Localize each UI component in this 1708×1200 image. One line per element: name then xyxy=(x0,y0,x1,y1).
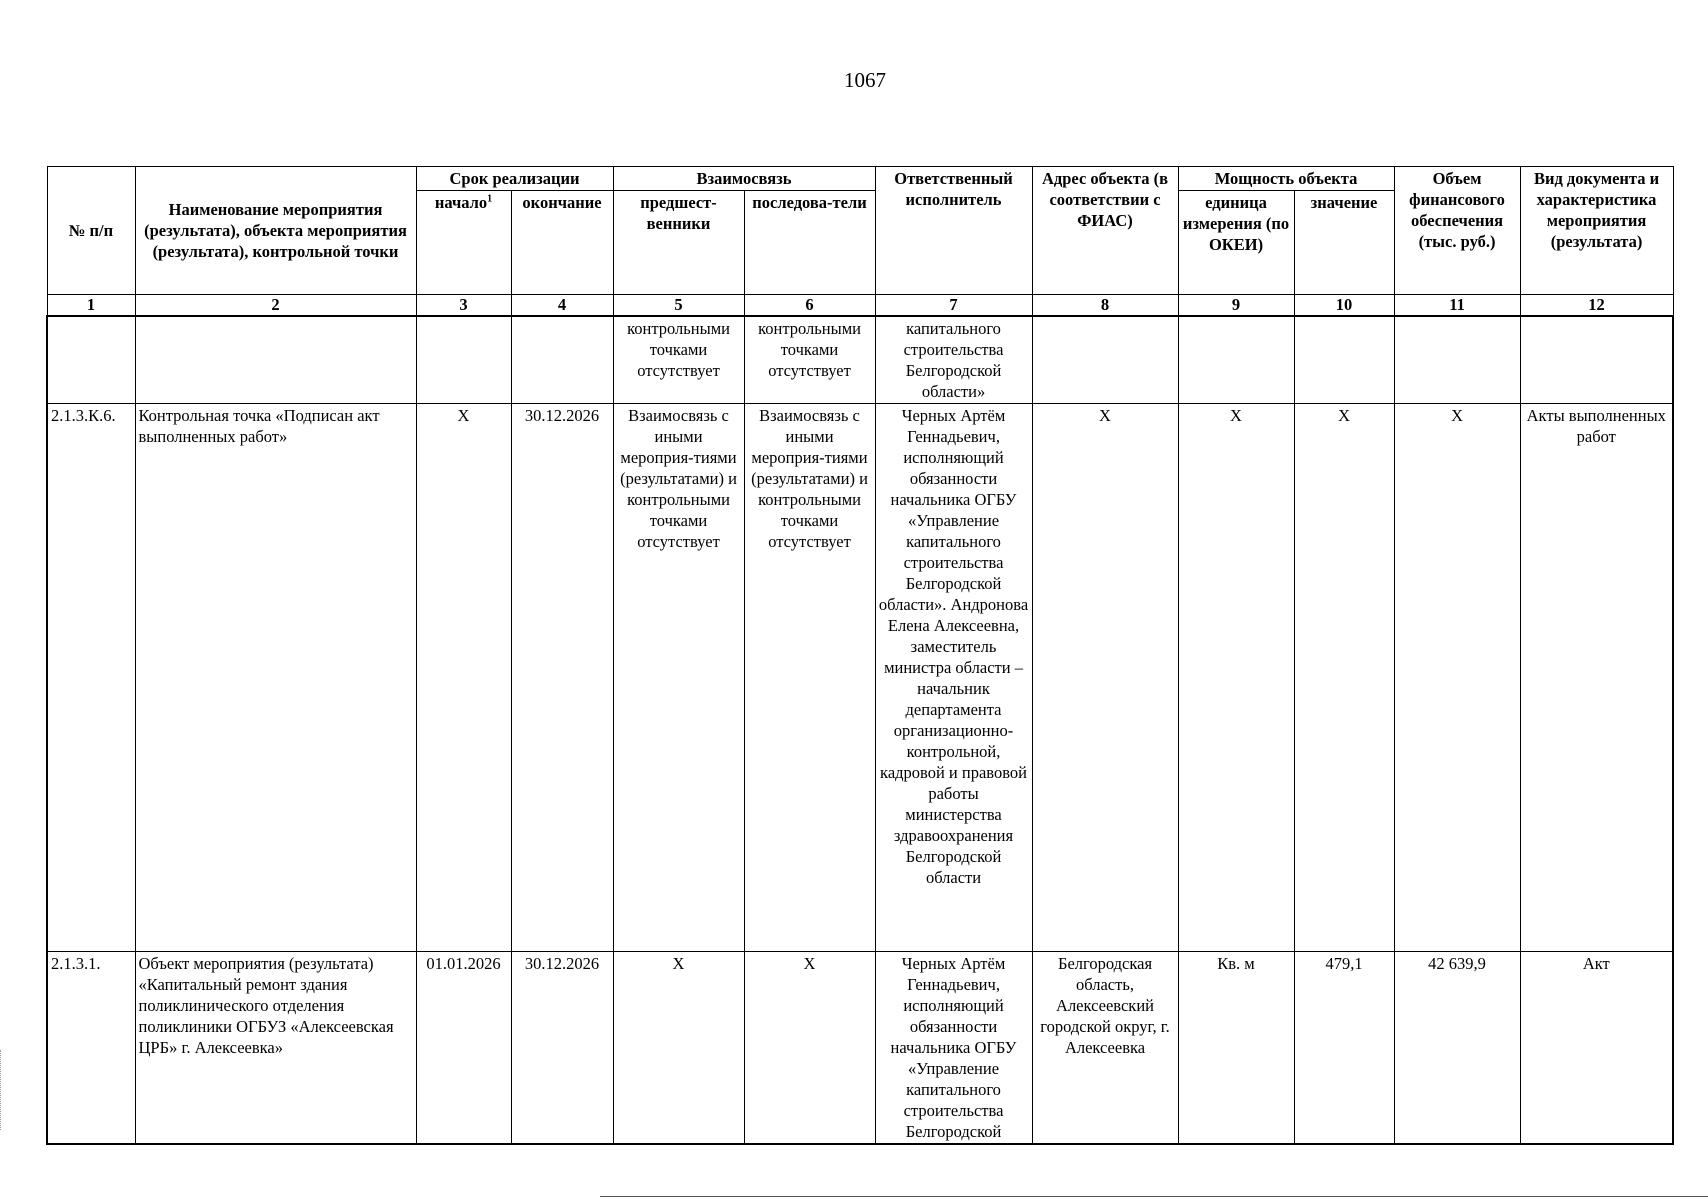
cell-successors: X xyxy=(744,952,875,1145)
header-value: значение xyxy=(1294,191,1394,295)
cell-successors: контрольными точками отсутствует xyxy=(744,316,875,404)
cell-doc-type xyxy=(1520,316,1673,404)
cell-predecessors: X xyxy=(613,952,744,1145)
cell-start: X xyxy=(416,404,511,952)
cell-unit: Кв. м xyxy=(1178,952,1294,1145)
table-row xyxy=(47,404,1673,952)
column-number: 5 xyxy=(613,295,744,317)
scan-edge-line xyxy=(600,1196,1708,1197)
cell-address xyxy=(1032,316,1178,404)
header-successors: последова-тели xyxy=(744,191,875,295)
column-number: 11 xyxy=(1394,295,1520,317)
cell-responsible: Черных Артём Геннадьевич, исполняющий обязанности начальника ОГБУ «Управление капитального строительства Белгородской области». Андронова Елена Алексеевна, заместитель министра области – начальник департамента организационно-контрольной, кадровой и правовой работы министерства здравоохранения Белгородской области xyxy=(875,404,1032,952)
cell-start: 01.01.2026 xyxy=(416,952,511,1145)
cell-end xyxy=(511,316,613,404)
column-number: 12 xyxy=(1520,295,1673,317)
header-end: окончание xyxy=(511,191,613,295)
cell-responsible: капитального строительства Белгородской области» xyxy=(875,316,1032,404)
header-finance: Объем финансового обеспечения (тыс. руб.) xyxy=(1394,167,1520,295)
header-num: № п/п xyxy=(47,167,135,295)
cell-responsible: Черных Артём Геннадьевич, исполняющий обязанности начальника ОГБУ «Управление капитального строительства Белгородской xyxy=(875,952,1032,1145)
cell-start xyxy=(416,316,511,404)
column-number: 8 xyxy=(1032,295,1178,317)
cell-doc-type: Акт xyxy=(1520,952,1673,1145)
page-number: 1067 xyxy=(844,68,886,92)
header-predecessors: предшест-венники xyxy=(613,191,744,295)
cell-finance xyxy=(1394,316,1520,404)
cell-value: X xyxy=(1294,404,1394,952)
cell-name: Объект мероприятия (результата) «Капитальный ремонт здания поликлинического отделения поликлиники ОГБУЗ «Алексеевская ЦРБ» г. Алексеевка» xyxy=(135,952,416,1145)
cell-doc-type: Акты выполненных работ xyxy=(1520,404,1673,952)
cell-num xyxy=(47,316,135,404)
header-address: Адрес объекта (в соответствии с ФИАС) xyxy=(1032,167,1178,295)
header-srok: Срок реализации xyxy=(416,167,613,191)
cell-predecessors: контрольными точками отсутствует xyxy=(613,316,744,404)
cell-value xyxy=(1294,316,1394,404)
column-number: 1 xyxy=(47,295,135,317)
column-number: 7 xyxy=(875,295,1032,317)
cell-end: 30.12.2026 xyxy=(511,404,613,952)
header-unit: единица измерения (по ОКЕИ) xyxy=(1178,191,1294,295)
cell-name xyxy=(135,316,416,404)
column-number: 4 xyxy=(511,295,613,317)
cell-end: 30.12.2026 xyxy=(511,952,613,1145)
table-row xyxy=(47,952,1673,1145)
header-responsible: Ответственный исполнитель xyxy=(875,167,1032,295)
column-number-row xyxy=(47,295,1673,317)
cell-name: Контрольная точка «Подписан акт выполненных работ» xyxy=(135,404,416,952)
column-number: 6 xyxy=(744,295,875,317)
header-moshnost: Мощность объекта xyxy=(1178,167,1394,191)
table-row xyxy=(47,316,1673,404)
cell-finance: X xyxy=(1394,404,1520,952)
scan-edge-mark xyxy=(0,1050,1,1130)
header-doc-type: Вид документа и характеристика мероприятия (результата) xyxy=(1520,167,1673,295)
cell-value: 479,1 xyxy=(1294,952,1394,1145)
column-number: 9 xyxy=(1178,295,1294,317)
header-start: начало$^1$ xyxy=(416,191,511,295)
column-number: 2 xyxy=(135,295,416,317)
column-number: 3 xyxy=(416,295,511,317)
cell-num: 2.1.3.К.6. xyxy=(47,404,135,952)
cell-unit: X xyxy=(1178,404,1294,952)
cell-address: Белгородская область, Алексеевский городской округ, г. Алексеевка xyxy=(1032,952,1178,1145)
cell-num: 2.1.3.1. xyxy=(47,952,135,1145)
cell-predecessors: Взаимосвязь с иными мероприя-тиями (результатами) и контрольными точками отсутствует xyxy=(613,404,744,952)
cell-successors: Взаимосвязь с иными мероприя-тиями (результатами) и контрольными точками отсутствует xyxy=(744,404,875,952)
column-number: 10 xyxy=(1294,295,1394,317)
cell-finance: 42 639,9 xyxy=(1394,952,1520,1145)
cell-unit xyxy=(1178,316,1294,404)
implementation-plan-table xyxy=(46,166,1674,1145)
header-vzaimosvyaz: Взаимосвязь xyxy=(613,167,875,191)
cell-address: X xyxy=(1032,404,1178,952)
header-name: Наименование мероприятия (результата), объекта мероприятия (результата), контрольной точки xyxy=(135,167,416,295)
